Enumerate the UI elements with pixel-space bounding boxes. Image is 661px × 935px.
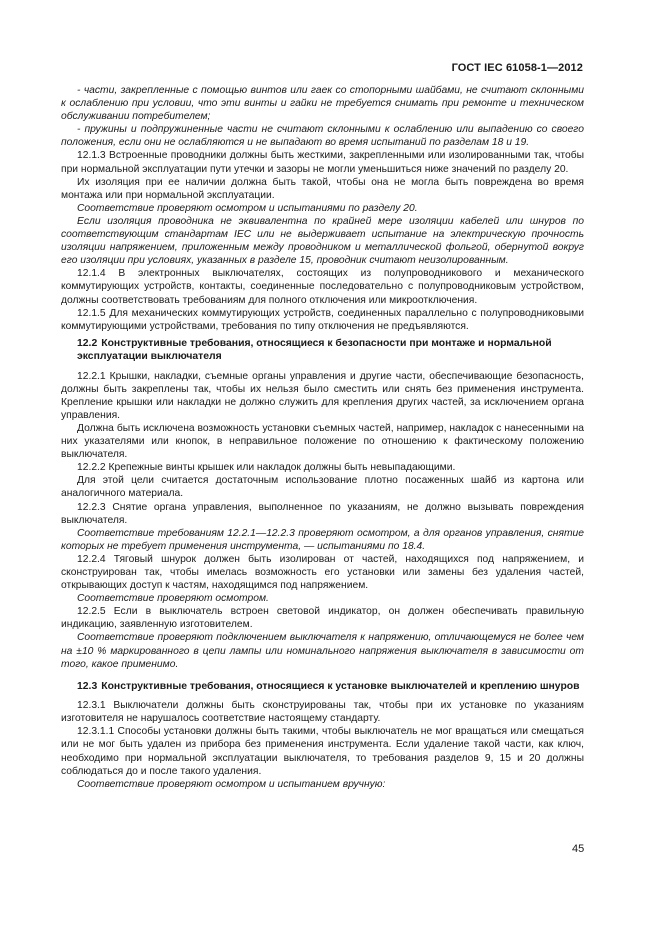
page-number: 45 bbox=[572, 843, 585, 855]
paragraph: - пружины и подпружиненные части не считают склонными к ослаблению или выпадению со своего положения, если они не ослабляются и не выпадают во время испытаний по разделам 18 и 19. bbox=[61, 124, 584, 149]
paragraph: Должна быть исключена возможность установки съемных частей, например, накладок с нанесенными на них указателями или кнопок, в неправильное положение по отношению к фактическому положению выключателя. bbox=[61, 422, 584, 461]
clause-12-2-3: 12.2.3 Снятие органа управления, выполненное по указаниям, не должно вызывать повреждения выключателя. bbox=[61, 501, 584, 526]
compliance-note: Соответствие проверяют осмотром и испытаниями по разделу 20. bbox=[77, 202, 418, 214]
compliance-note: Соответствие проверяют осмотром. bbox=[77, 593, 269, 605]
clause-12-2-4: 12.2.4 Тяговый шнурок должен быть изолирован от частей, находящихся под напряжением, и сконструирован так, чтобы имелась возможность его установки или замены без удаления частей, открывающих доступ к частям, находящимся под напряжением. bbox=[61, 553, 584, 592]
compliance-note: Соответствие проверяют осмотром и испытанием вручную: bbox=[77, 778, 386, 790]
clause-12-2-2: 12.2.2 Крепежные винты крышек или накладок должны быть невыпадающими. bbox=[77, 462, 456, 474]
standard-header: ГОСТ IEC 61058-1—2012 bbox=[451, 62, 583, 74]
paragraph: Для этой цели считается достаточным использование плотно посаженных шайб из картона или аналогичного материала. bbox=[61, 475, 584, 500]
clause-12-1-4: 12.1.4 В электронных выключателях, состоящих из полупроводникового и механического коммутирующих устройств, контакты, соединенные последовательно с полупроводниковым устройством, должны соответствовать требованиям для полного отключения или микроотключения. bbox=[61, 268, 584, 306]
clause-12-3-1-1: 12.3.1.1 Способы установки должны быть такими, чтобы выключатель не мог вращаться или смещаться или не мог быть удален из прибора без применения инструмента. Если удаление такой части, как ключ, необходимо при нормальной эксплуатации выключателя, то требования разделов 9, 15 и 20 должны соблюдаться до и после такого удаления. bbox=[61, 726, 584, 777]
paragraph: - части, закрепленные с помощью винтов или гаек со стопорными шайбами, не считают склонными к ослаблению при условии, что эти винты и гайки не требуется снимать при ремонте и техническом обслуживании потребителем; bbox=[61, 85, 584, 123]
section-heading-12-2: 12.2 Конструктивные требования, относящиеся к безопасности при монтаже и нормальной эксплуатации выключателя bbox=[77, 337, 552, 363]
section-heading-12-3: 12.3 Конструктивные требования, относящиеся к установке выключателей и креплению шнуров bbox=[77, 680, 580, 692]
paragraph: Их изоляция при ее наличии должна быть такой, чтобы она не могла быть повреждена во время монтажа или при нормальной эксплуатации. bbox=[61, 176, 584, 201]
clause-12-1-5: 12.1.5 Для механических коммутирующих устройств, соединенных параллельно с полупроводниковыми коммутирующими устройствами, требования по типу отключения не предъявляются. bbox=[61, 307, 584, 332]
compliance-note: Соответствие требованиям 12.2.1—12.2.3 проверяют осмотром, а для органов управления, снятие которых не требует применения инструмента, — испытаниями по 18.4. bbox=[61, 527, 584, 552]
clause-12-1-3: 12.1.3 Встроенные проводники должны быть жесткими, закрепленными или изолированными так, чтобы при нормальной эксплуатации пути утечки и зазоры не могли уменьшиться ниже значений по разделу 20. bbox=[61, 150, 584, 175]
compliance-note: Соответствие проверяют подключением выключателя к напряжению, отличающемуся не более чем на ±10 % маркированного в цепи лампы или номинального напряжения выключателя в зависимости от того, какое применимо. bbox=[61, 632, 584, 670]
clause-12-3-1: 12.3.1 Выключатели должны быть сконструированы так, чтобы при их установке по указаниям изготовителя не нарушалось соответствие настоящему стандарту. bbox=[61, 700, 584, 725]
clause-12-2-5: 12.2.5 Если в выключатель встроен световой индикатор, он должен обеспечивать правильную индикацию, заявленную изготовителем. bbox=[61, 606, 584, 631]
paragraph: Если изоляция проводника не эквивалентна по крайней мере изоляции кабелей или шнуров по соответствующим стандартам IEC или не выдерживает испытание на электрическую прочность изоляции напряжением, приложенным между проводником и металлической фольгой, обернутой вокруг его изоляции при условиях, указанных в разделе 15, проводник считают неизолированным. bbox=[61, 215, 584, 267]
document-body bbox=[61, 84, 584, 791]
clause-12-2-1: 12.2.1 Крышки, накладки, съемные органы управления и другие части, обеспечивающие безопасность, должны быть закреплены так, чтобы их нельзя было сместить или снять без применения инструмента. Крепление крышки или накладки не должно служить для крепления других частей, за исключением органа управления. bbox=[61, 370, 584, 421]
